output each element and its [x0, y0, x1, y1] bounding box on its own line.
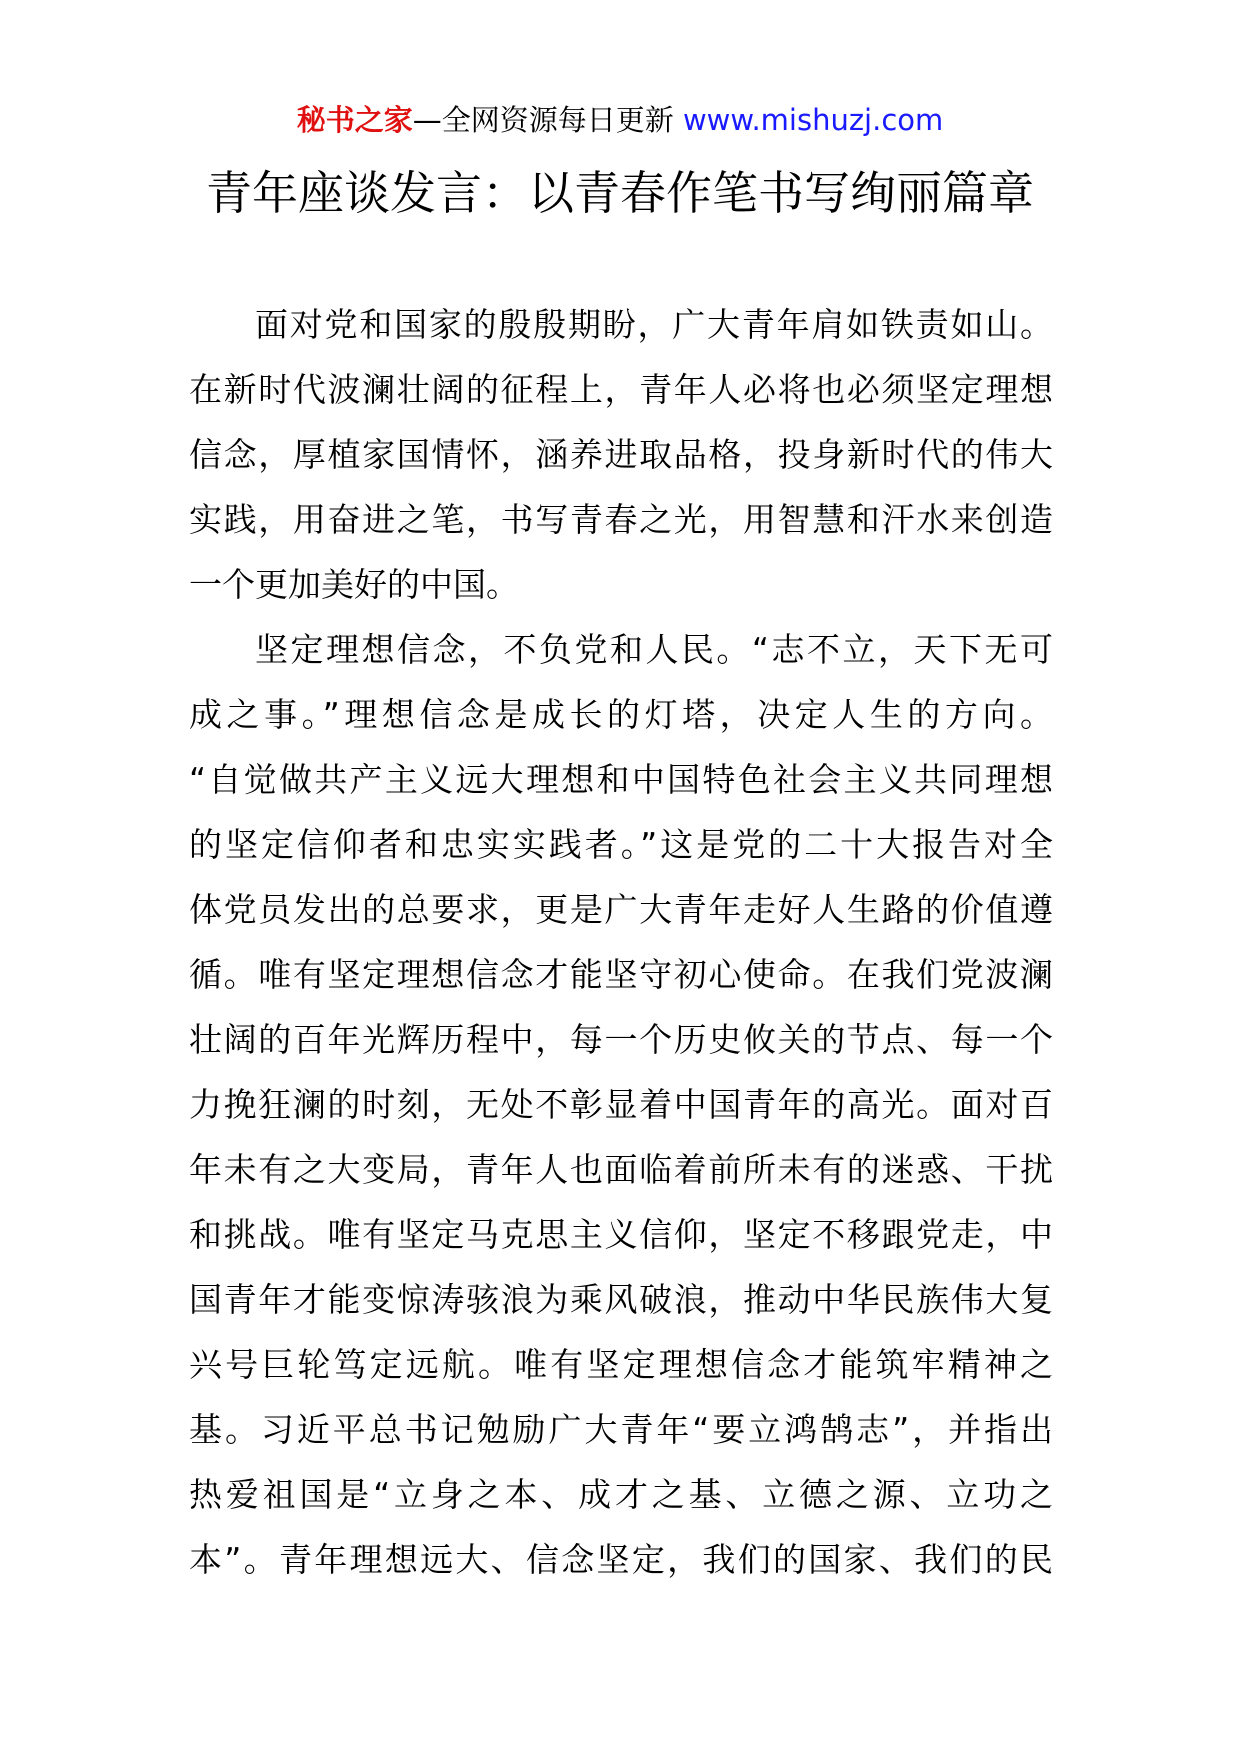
body-line: 年未有之大变局，青年人也面临着前所未有的迷惑、干扰 — [189, 1150, 1053, 1189]
body-line: 基。习近平总书记勉励广大青年“要立鸿鹄志”，并指出 — [189, 1410, 1053, 1449]
body-line: 在新时代波澜壮阔的征程上，青年人必将也必须坚定理想 — [189, 370, 1053, 409]
body-line: 兴号巨轮笃定远航。唯有坚定理想信念才能筑牢精神之 — [189, 1345, 1053, 1384]
body-line: 和挑战。唯有坚定马克思主义信仰，坚定不移跟党走，中 — [189, 1215, 1053, 1254]
document-body — [189, 292, 1053, 1592]
body-line: 成之事。”理想信念是成长的灯塔，决定人生的方向。 — [189, 695, 1053, 734]
body-line: 一个更加美好的中国。 — [189, 565, 519, 604]
body-line: 国青年才能变惊涛骇浪为乘风破浪，推动中华民族伟大复 — [189, 1280, 1053, 1319]
body-line: 力挽狂澜的时刻，无处不彰显着中国青年的高光。面对百 — [189, 1085, 1053, 1124]
body-line: 壮阔的百年光辉历程中，每一个历史攸关的节点、每一个 — [189, 1020, 1053, 1059]
site-slogan: —全网资源每日更新 — [412, 103, 683, 137]
body-line: 面对党和国家的殷殷期盼，广大青年肩如铁责如山。 — [255, 305, 1053, 344]
body-line: 体党员发出的总要求，更是广大青年走好人生路的价值遵 — [189, 890, 1053, 929]
body-line: 热爱祖国是“立身之本、成才之基、立德之源、立功之 — [189, 1475, 1053, 1514]
body-line: 的坚定信仰者和忠实实践者。”这是党的二十大报告对全 — [189, 825, 1053, 864]
site-brand: 秘书之家 — [296, 103, 413, 137]
site-header — [0, 100, 1240, 140]
body-line: 实践，用奋进之笔，书写青春之光，用智慧和汗水来创造 — [189, 500, 1053, 539]
body-line: 信念，厚植家国情怀，涵养进取品格，投身新时代的伟大 — [189, 435, 1053, 474]
body-line: 循。唯有坚定理想信念才能坚守初心使命。在我们党波澜 — [189, 955, 1053, 994]
body-line: “自觉做共产主义远大理想和中国特色社会主义共同理想 — [189, 760, 1053, 799]
document-title: 青年座谈发言：以青春作笔书写绚丽篇章 — [206, 166, 1034, 220]
body-line: 坚定理想信念，不负党和人民。“志不立，天下无可 — [255, 630, 1053, 669]
site-url-link[interactable]: www.mishuzj.com — [682, 103, 944, 137]
body-line: 本”。青年理想远大、信念坚定，我们的国家、我们的民 — [189, 1540, 1053, 1579]
